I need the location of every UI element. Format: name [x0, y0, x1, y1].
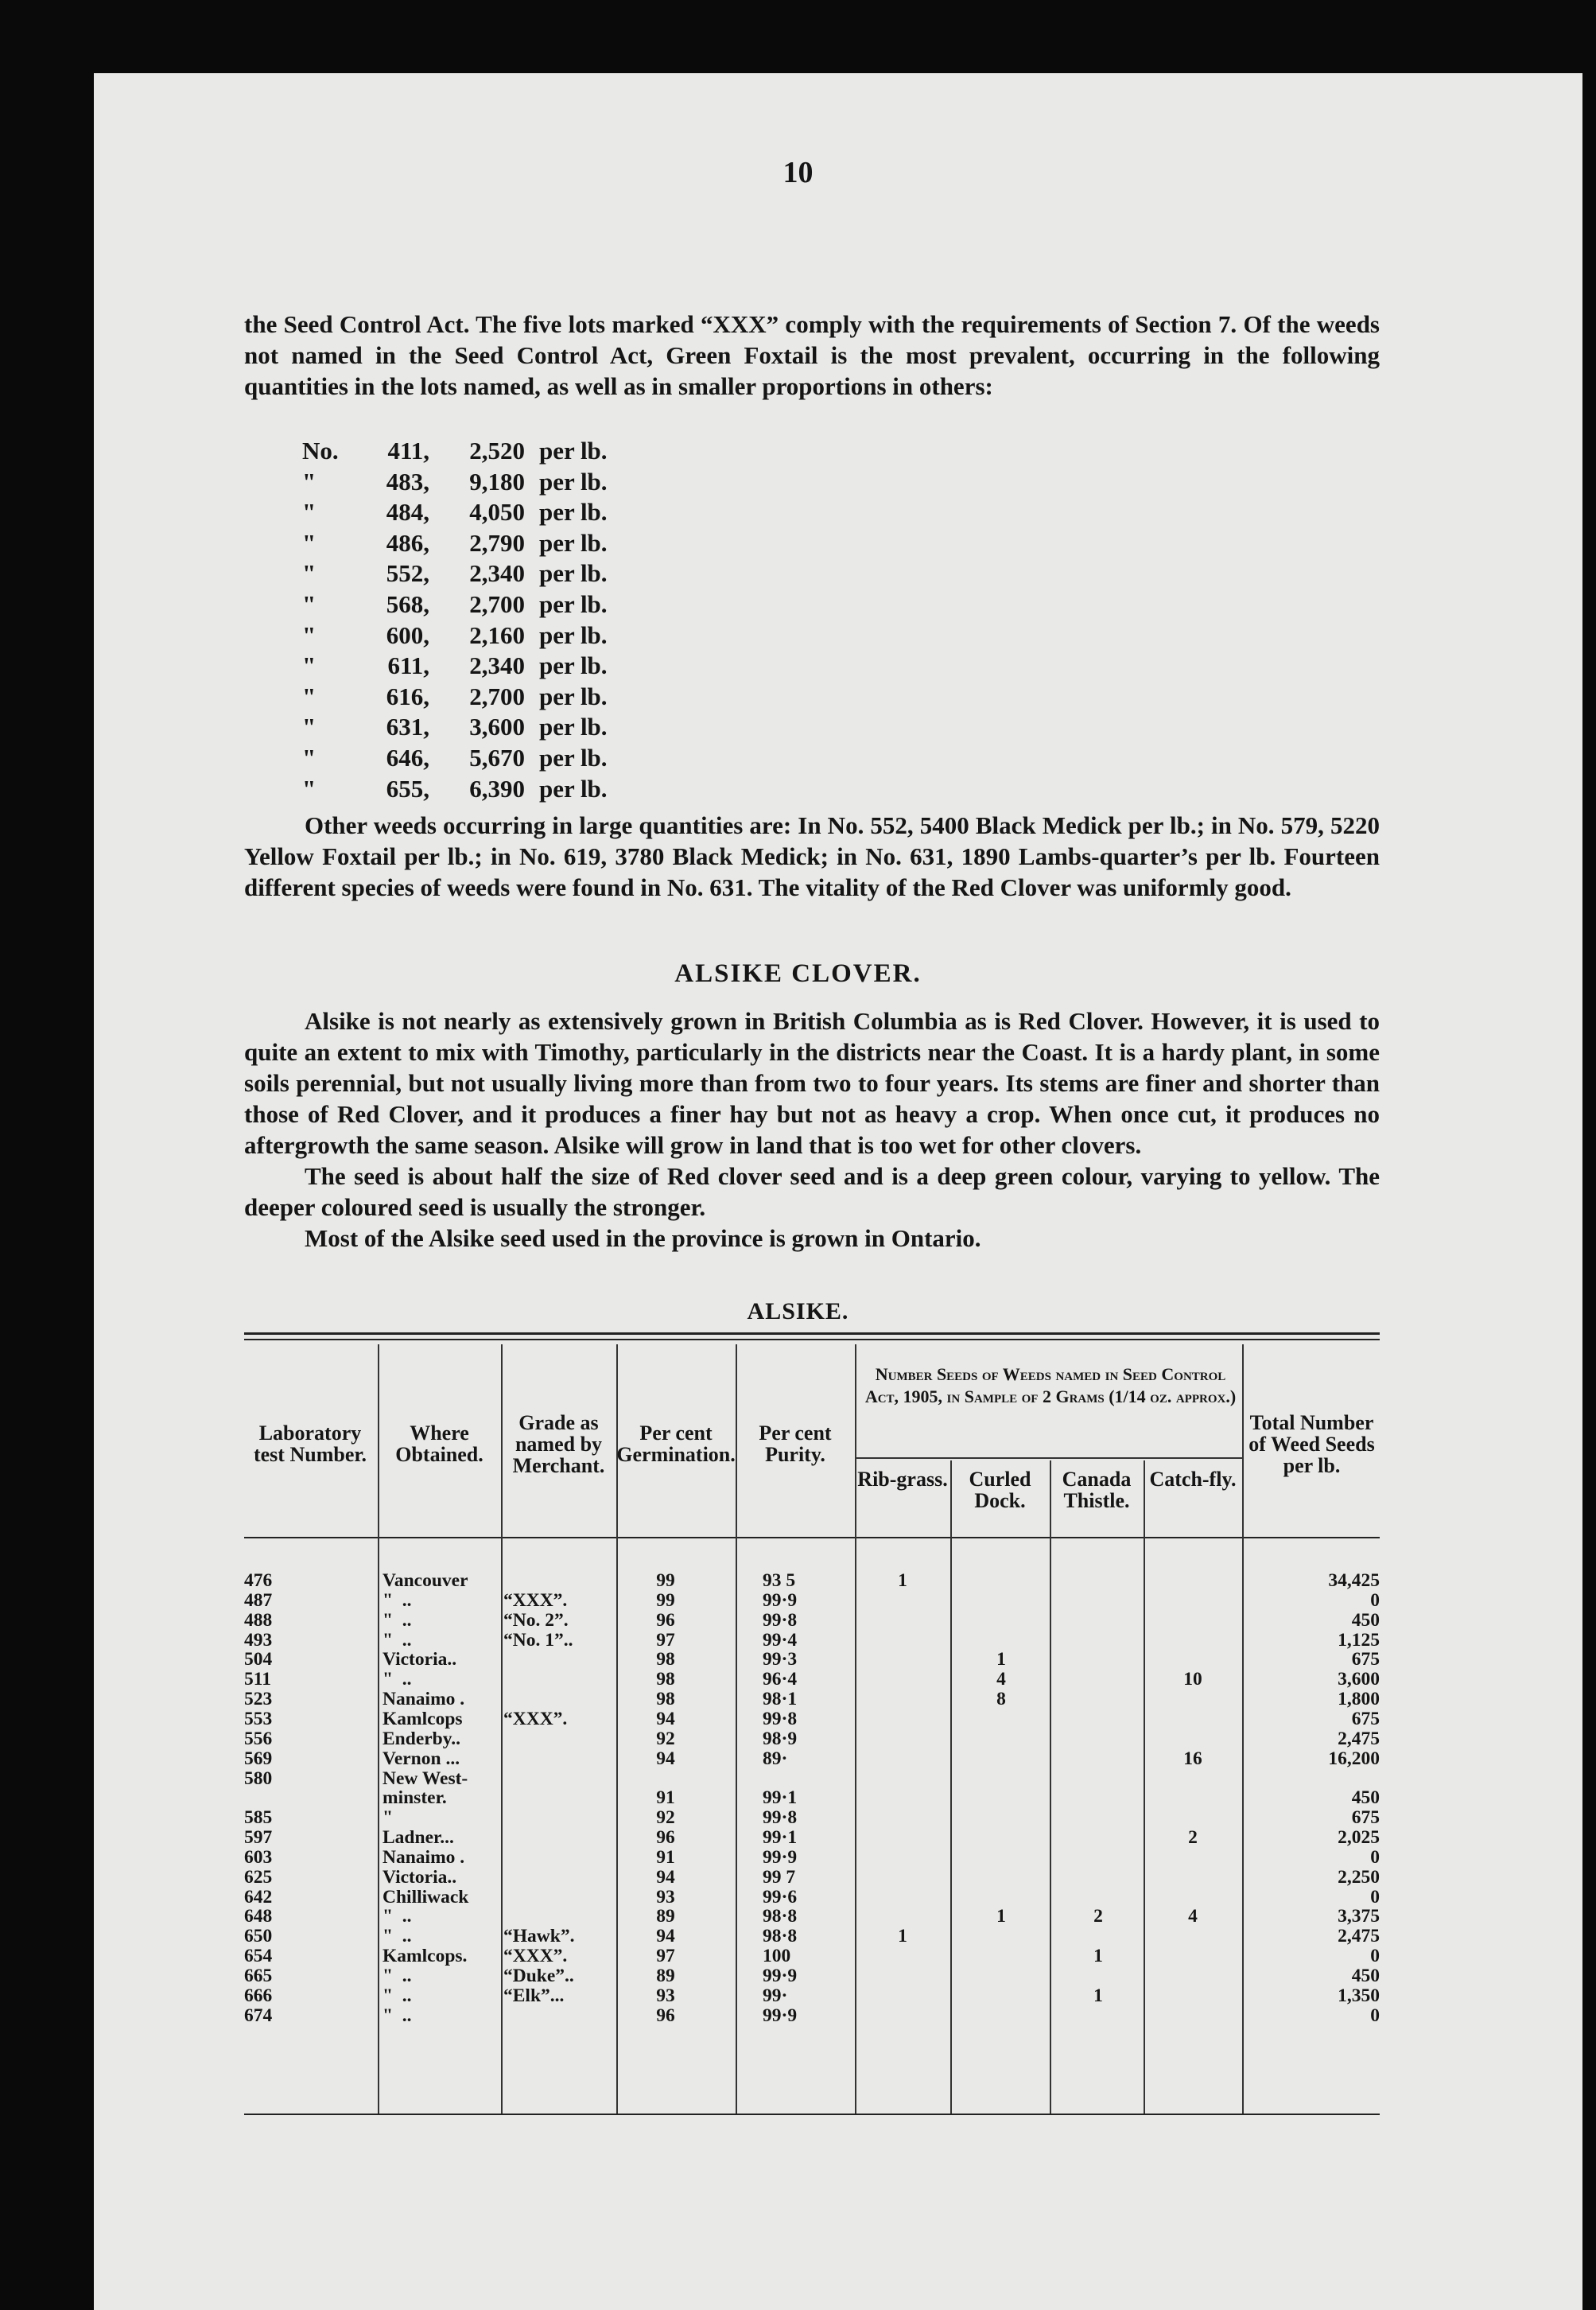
list-item-unit: per lb.	[539, 559, 608, 588]
table-top-rule	[244, 1332, 1380, 1335]
table-row	[244, 1670, 1380, 1690]
list-item-unit: per lb.	[539, 589, 608, 618]
table-row	[244, 1690, 1380, 1709]
list-item-lot: 486,	[386, 528, 429, 557]
cell-germ: 92	[656, 1808, 675, 1828]
header-curled-dock: Curled Dock.	[969, 1468, 1031, 1512]
cell-total: 450	[1351, 1788, 1380, 1809]
list-item-prefix: "	[302, 498, 316, 527]
cell-where: Enderby..	[382, 1729, 460, 1749]
cell-germ: 94	[656, 1709, 675, 1729]
cell-lab: 665	[244, 1966, 273, 1986]
cell-where: " ..	[382, 1985, 412, 2006]
list-item-unit: per lb.	[539, 713, 608, 741]
list-item-qty: 9,180	[469, 467, 525, 496]
cell-curled: 1	[996, 1650, 1006, 1670]
header-total-weed-seeds: Total Number of Weed Seeds per lb.	[1248, 1410, 1375, 1477]
cell-purity: 99·9	[763, 1847, 798, 1868]
cell-where: Kamlcops.	[382, 1946, 468, 1966]
cell-purity: 99·6	[763, 1887, 798, 1908]
list-item-prefix: "	[302, 528, 316, 557]
list-item-unit: per lb.	[539, 437, 608, 465]
cell-purity: 98·8	[763, 1927, 798, 1947]
cell-germ: 99	[656, 1590, 675, 1611]
list-item-lot: 655,	[386, 774, 429, 803]
table-row	[244, 1808, 1380, 1828]
cell-grade: “No. 1”..	[503, 1630, 573, 1651]
list-item	[302, 620, 619, 651]
cell-total: 0	[1370, 1590, 1380, 1611]
list-item-qty: 2,790	[469, 528, 525, 557]
cell-where: Vancouver	[382, 1571, 468, 1591]
cell-germ: 94	[656, 1927, 675, 1947]
table-row	[244, 1907, 1380, 1927]
cell-where: " ..	[382, 1610, 412, 1631]
cell-germ: 94	[656, 1867, 675, 1888]
cell-purity: 99·4	[763, 1630, 798, 1651]
list-item-prefix: No.	[302, 437, 339, 465]
cell-lab: 476	[244, 1571, 273, 1591]
cell-lab: 553	[244, 1709, 273, 1729]
cell-lab: 504	[244, 1650, 273, 1670]
cell-grade: “No. 2”.	[503, 1610, 569, 1631]
cell-canada: 2	[1093, 1907, 1103, 1927]
list-item-prefix: "	[302, 682, 316, 710]
table-row	[244, 1571, 1380, 1591]
header-canada-thistle: Canada Thistle.	[1062, 1468, 1132, 1512]
cell-germ: 98	[656, 1650, 675, 1670]
cell-germ: 96	[656, 2005, 675, 2026]
cell-lab: 487	[244, 1590, 273, 1611]
list-item-unit: per lb.	[539, 528, 608, 557]
cell-purity: 98·9	[763, 1729, 798, 1749]
table-row	[244, 2006, 1380, 2026]
list-item-qty: 2,700	[469, 682, 525, 710]
list-item	[302, 497, 619, 528]
list-item	[302, 436, 619, 467]
list-item	[302, 528, 619, 559]
list-item-lot: 484,	[386, 498, 429, 527]
cell-lab: 523	[244, 1690, 273, 1709]
table-row	[244, 1828, 1380, 1848]
cell-grade: “XXX”.	[503, 1709, 568, 1729]
cell-purity: 99 7	[763, 1867, 796, 1888]
cell-catch: 4	[1188, 1907, 1198, 1927]
list-item	[302, 558, 619, 589]
list-item-unit: per lb.	[539, 620, 608, 649]
list-item-lot: 411,	[387, 437, 429, 465]
cell-canada: 1	[1093, 1985, 1103, 2006]
cell-catch: 10	[1183, 1670, 1202, 1690]
list-item-qty: 4,050	[469, 498, 525, 527]
cell-where: " ..	[382, 1966, 412, 1986]
list-item-qty: 2,160	[469, 620, 525, 649]
list-item	[302, 712, 619, 743]
list-item-lot: 616,	[386, 682, 429, 710]
table-row	[244, 1631, 1380, 1651]
cell-grade: “Elk”...	[503, 1985, 565, 2006]
cell-germ: 93	[656, 1887, 675, 1908]
header-purity: Per cent Purity.	[759, 1421, 832, 1466]
other-weeds-paragraph: Other weeds occurring in large quantities are: In No. 552, 5400 Black Medick per lb.; in No. 579, 5220 Yellow Foxtail per lb.; in No. 619, 3780 Black Medick; in No. 631, 1890 Lambs-quarter’s per lb. Fourteen different species of weeds were found in No. 631. The vitality of the Red Clover was uniformly good.	[244, 811, 1380, 901]
list-item-unit: per lb.	[539, 682, 608, 710]
cell-germ: 96	[656, 1828, 675, 1848]
cell-where: "	[382, 1808, 394, 1828]
list-item-prefix: "	[302, 651, 316, 680]
cell-germ: 96	[656, 1610, 675, 1631]
list-item-qty: 2,700	[469, 589, 525, 618]
list-item-unit: per lb.	[539, 743, 608, 772]
cell-germ: 94	[656, 1748, 675, 1769]
list-item-lot: 600,	[386, 620, 429, 649]
header-rib-grass: Rib-grass.	[857, 1468, 948, 1491]
cell-lab: 597	[244, 1828, 273, 1848]
cell-purity: 98·8	[763, 1907, 798, 1927]
cell-grade: “XXX”.	[503, 1946, 568, 1966]
cell-total: 675	[1351, 1808, 1380, 1828]
list-item-qty: 3,600	[469, 713, 525, 741]
cell-where: minster.	[382, 1788, 447, 1809]
cell-purity: 99·8	[763, 1610, 798, 1631]
cell-germ: 97	[656, 1946, 675, 1966]
table-row	[244, 1966, 1380, 1986]
cell-total: 3,600	[1338, 1670, 1380, 1690]
cell-total: 1,800	[1338, 1690, 1380, 1709]
cell-germ: 98	[656, 1690, 675, 1709]
list-item	[302, 774, 619, 805]
cell-germ: 91	[656, 1847, 675, 1868]
table-row	[244, 1709, 1380, 1729]
list-item-prefix: "	[302, 620, 316, 649]
cell-grade: “XXX”.	[503, 1590, 568, 1611]
cell-lab: 493	[244, 1630, 273, 1651]
table-bottom-rule	[244, 2114, 1380, 2115]
list-item-lot: 552,	[386, 559, 429, 588]
cell-lab: 650	[244, 1927, 273, 1947]
header-weed-seeds-group: Number Seeds of Weeds named in Seed Control Act, 1905, in Sample of 2 Grams (1/14 oz. approx.)	[864, 1364, 1237, 1406]
cell-where: Ladner...	[382, 1828, 454, 1848]
cell-total: 0	[1370, 1946, 1380, 1966]
list-item-prefix: "	[302, 559, 316, 588]
list-item-unit: per lb.	[539, 498, 608, 527]
cell-total: 450	[1351, 1610, 1380, 1631]
cell-purity: 98·1	[763, 1690, 798, 1709]
cell-purity: 93 5	[763, 1571, 796, 1591]
cell-where: New West-	[382, 1768, 468, 1789]
page-number: 10	[782, 156, 814, 189]
table-row	[244, 1749, 1380, 1769]
cell-total: 2,025	[1338, 1828, 1380, 1848]
cell-lab: 580	[244, 1768, 273, 1789]
table-row	[244, 1729, 1380, 1749]
cell-rib: 1	[898, 1927, 907, 1947]
cell-lab: 556	[244, 1729, 273, 1749]
list-item-lot: 646,	[386, 743, 429, 772]
cell-total: 2,475	[1338, 1729, 1380, 1749]
table-top-rule-inner	[244, 1339, 1380, 1340]
cell-curled: 1	[996, 1907, 1006, 1927]
cell-where: Nanaimo .	[382, 1847, 465, 1868]
cell-purity: 99·8	[763, 1808, 798, 1828]
list-item	[302, 651, 619, 682]
header-catch-fly: Catch-fly.	[1149, 1468, 1237, 1491]
cell-curled: 8	[996, 1690, 1006, 1709]
cell-catch: 2	[1188, 1828, 1198, 1848]
cell-grade: “Duke”..	[503, 1966, 574, 1986]
cell-lab: 603	[244, 1847, 273, 1868]
table-row	[244, 1650, 1380, 1670]
cell-purity: 99·9	[763, 1966, 798, 1986]
header-germination: Per cent Germination.	[616, 1421, 736, 1466]
list-item-unit: per lb.	[539, 467, 608, 496]
cell-germ: 89	[656, 1907, 675, 1927]
list-item-unit: per lb.	[539, 774, 608, 803]
cell-purity: 99·9	[763, 1590, 798, 1611]
cell-where: Victoria..	[382, 1650, 457, 1670]
cell-purity: 99·8	[763, 1709, 798, 1729]
intro-paragraph: the Seed Control Act. The five lots marked “XXX” comply with the requirements of Section 7. Of the weeds not named in the Seed Control Act, Green Foxtail is the most prevalent, occurring in the following quantities in the lots named, as well as in smaller proportions in others:	[244, 310, 1380, 400]
list-item	[302, 589, 619, 620]
list-item-qty: 2,340	[469, 559, 525, 588]
cell-lab: 585	[244, 1808, 273, 1828]
list-item-prefix: "	[302, 589, 316, 618]
cell-germ: 91	[656, 1788, 675, 1809]
list-item	[302, 682, 619, 713]
cell-where: Victoria..	[382, 1867, 457, 1888]
cell-where: Nanaimo .	[382, 1690, 465, 1709]
list-item	[302, 743, 619, 774]
list-item-prefix: "	[302, 774, 316, 803]
cell-lab: 654	[244, 1946, 273, 1966]
alsike-description	[244, 1005, 1380, 1254]
list-item-qty: 5,670	[469, 743, 525, 772]
table-row	[244, 1986, 1380, 2006]
table-row	[244, 1946, 1380, 1966]
list-item-qty: 6,390	[469, 774, 525, 803]
cell-lab: 674	[244, 2005, 273, 2026]
table-row	[244, 1888, 1380, 1908]
cell-lab: 666	[244, 1985, 273, 2006]
table-row	[244, 1927, 1380, 1946]
cell-germ: 97	[656, 1630, 675, 1651]
list-item-lot: 568,	[386, 589, 429, 618]
header-lab-number: Laboratory test Number.	[253, 1421, 367, 1466]
cell-germ: 99	[656, 1571, 675, 1591]
cell-where: " ..	[382, 1670, 412, 1690]
table-title: ALSIKE.	[747, 1298, 849, 1324]
cell-total: 1,125	[1338, 1630, 1380, 1651]
table-row	[244, 1848, 1380, 1868]
cell-where: " ..	[382, 1630, 412, 1651]
cell-where: " ..	[382, 1907, 412, 1927]
cell-lab: 642	[244, 1887, 273, 1908]
cell-total: 34,425	[1328, 1571, 1380, 1591]
cell-germ: 93	[656, 1985, 675, 2006]
cell-total: 0	[1370, 1887, 1380, 1908]
cell-where: Chilliwack	[382, 1887, 469, 1908]
list-item	[302, 467, 619, 498]
alsike-paragraph-1: Alsike is not nearly as extensively grown in British Columbia as is Red Clover. However, it is used to quite an extent to mix with Timothy, particularly in the districts near the Coast. It is a hardy plant, in some soils perennial, but not usually living more than from two to four years. Its stems are finer and shorter than those of Red Clover, and it produces a finer hay but not as heavy a crop. When once cut, it produces no aftergrowth the same season. Alsike will grow in land that is too wet for other clovers.	[244, 1007, 1380, 1159]
list-item-qty: 2,520	[469, 437, 525, 465]
cell-catch: 16	[1183, 1748, 1202, 1769]
list-item-prefix: "	[302, 713, 316, 741]
list-item-lot: 483,	[386, 467, 429, 496]
table-row	[244, 1611, 1380, 1631]
header-where-obtained: Where Obtained.	[395, 1421, 483, 1466]
cell-grade: “Hawk”.	[503, 1927, 575, 1947]
table-row	[244, 1788, 1380, 1808]
cell-purity: 99·1	[763, 1788, 798, 1809]
cell-where: " ..	[382, 1927, 412, 1947]
cell-purity: 100	[763, 1946, 791, 1966]
cell-total: 1,350	[1338, 1985, 1380, 2006]
cell-where: Vernon ...	[382, 1748, 460, 1769]
cell-purity: 99·9	[763, 2005, 798, 2026]
cell-purity: 99·1	[763, 1828, 798, 1848]
list-item-lot: 631,	[386, 713, 429, 741]
cell-total: 0	[1370, 1847, 1380, 1868]
cell-curled: 4	[996, 1670, 1006, 1690]
cell-total: 3,375	[1338, 1907, 1380, 1927]
cell-total: 675	[1351, 1709, 1380, 1729]
header-grade: Grade as named by Merchant.	[512, 1410, 605, 1477]
cell-rib: 1	[898, 1571, 907, 1591]
cell-total: 0	[1370, 2005, 1380, 2026]
cell-lab: 488	[244, 1610, 273, 1631]
list-item-qty: 2,340	[469, 651, 525, 680]
cell-germ: 98	[656, 1670, 675, 1690]
cell-purity: 89·	[763, 1748, 788, 1769]
cell-where: Kamlcops	[382, 1709, 463, 1729]
cell-purity: 99·	[763, 1985, 788, 2006]
group-header-rule	[855, 1457, 1242, 1459]
alsike-paragraph-2: The seed is about half the size of Red clover seed and is a deep green colour, varying to yellow. The deeper coloured seed is usually the stronger.	[244, 1162, 1380, 1221]
cell-total: 2,250	[1338, 1867, 1380, 1888]
cell-lab: 569	[244, 1748, 273, 1769]
cell-germ: 92	[656, 1729, 675, 1749]
cell-purity: 99·3	[763, 1650, 798, 1670]
cell-total: 675	[1351, 1650, 1380, 1670]
table-row	[244, 1769, 1380, 1789]
cell-lab: 511	[244, 1670, 271, 1690]
alsike-paragraph-3: Most of the Alsike seed used in the province is grown in Ontario.	[305, 1224, 981, 1252]
cell-lab: 625	[244, 1867, 273, 1888]
cell-lab: 648	[244, 1907, 273, 1927]
cell-total: 2,475	[1338, 1927, 1380, 1947]
table-row	[244, 1868, 1380, 1888]
list-item-lot: 611,	[387, 651, 429, 680]
list-item-prefix: "	[302, 467, 316, 496]
cell-where: " ..	[382, 1590, 412, 1611]
cell-germ: 89	[656, 1966, 675, 1986]
list-item-unit: per lb.	[539, 651, 608, 680]
cell-purity: 96·4	[763, 1670, 798, 1690]
section-heading: ALSIKE CLOVER.	[674, 959, 922, 988]
table-row	[244, 1591, 1380, 1611]
list-item-prefix: "	[302, 743, 316, 772]
cell-canada: 1	[1093, 1946, 1103, 1966]
cell-total: 450	[1351, 1966, 1380, 1986]
cell-total: 16,200	[1328, 1748, 1380, 1769]
cell-where: " ..	[382, 2005, 412, 2026]
foxtail-quantity-list	[302, 436, 619, 804]
